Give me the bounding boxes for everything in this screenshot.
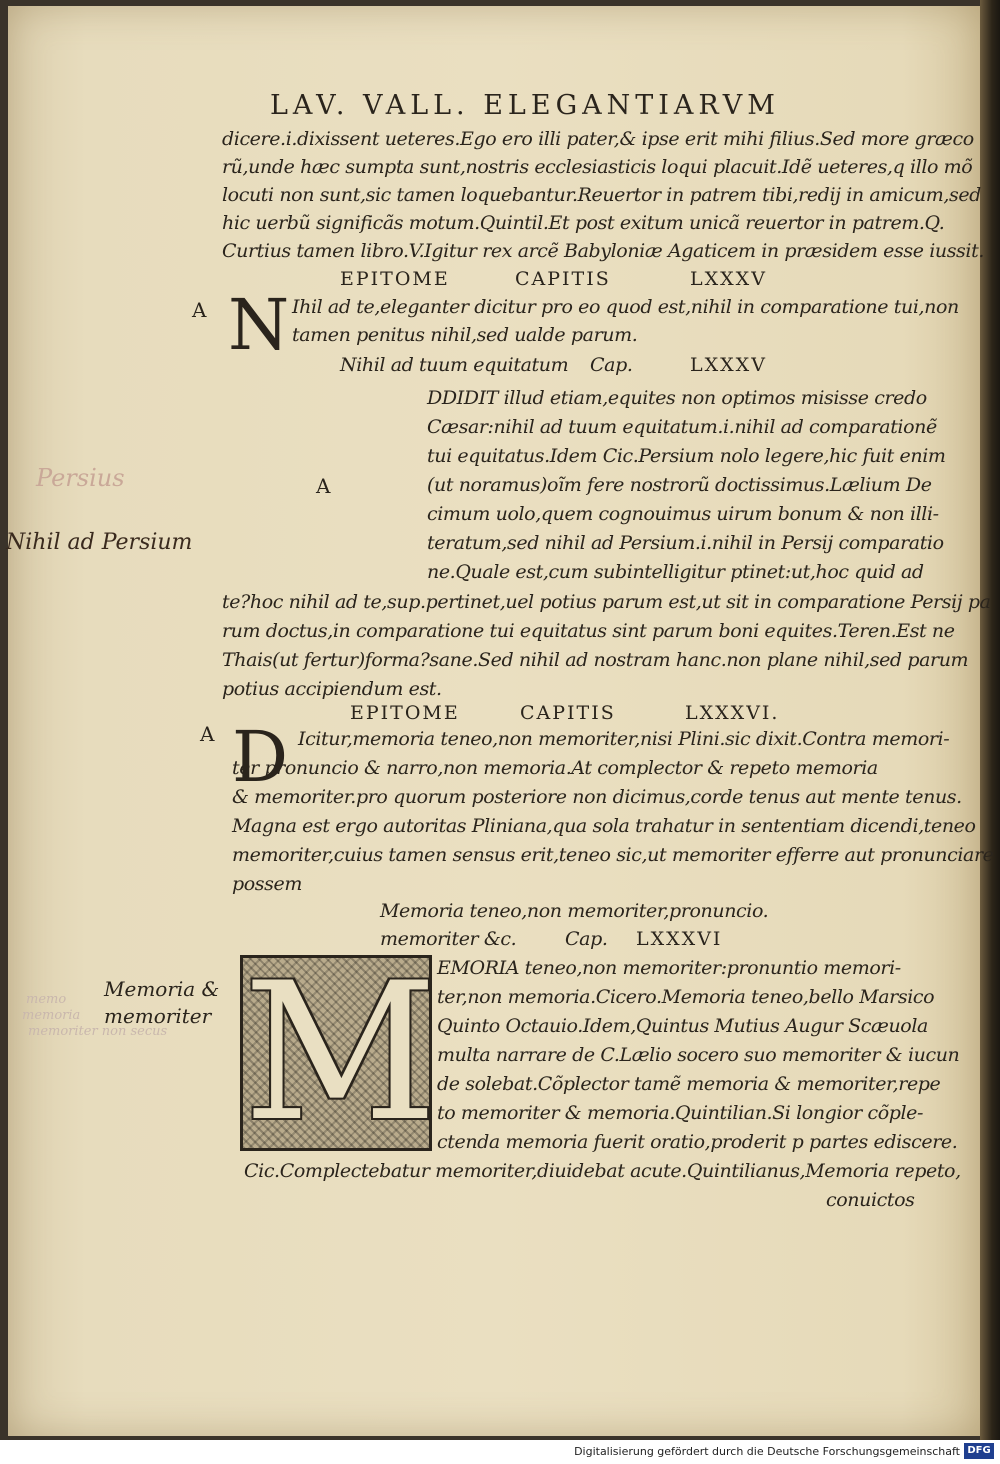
- running-head: LAV. VALL. ELEGANTIARVM: [270, 90, 780, 121]
- text-line: memoriter,cuius tamen sensus erit,teneo sic,ut memoriter efferre aut pronunciare: [232, 844, 994, 866]
- text-line: (ut noramus)oĩm fere nostrorũ doctissimus.Lælium De: [427, 474, 932, 496]
- text-line: Curtius tamen libro.V.Igitur rex arcẽ Babyloniæ Agaticem in præsidem esse iussit.: [222, 240, 984, 262]
- text-line: te?hoc nihil ad te,sup.pertinet,uel potius parum est,ut sit in comparatione Persij pa: [222, 591, 991, 613]
- text-line: ter,non memoria.Cicero.Memoria teneo,bello Marsico: [437, 986, 935, 1008]
- epitome-heading-word: EPITOME: [350, 702, 460, 724]
- section-marker: A: [200, 722, 215, 746]
- drop-initial: N: [228, 284, 290, 366]
- text-line: Cic.Complectebatur memoriter,diuidebat acute.Quintilianus,Memoria repeto,: [244, 1160, 961, 1182]
- chapter-number: LXXXV: [690, 354, 767, 376]
- ornate-initial-letter: M: [243, 942, 438, 1163]
- handwritten-annotation: memo: [26, 992, 67, 1007]
- chapter-cap-label: Cap.: [590, 354, 633, 376]
- text-line: EMORIA teneo,non memoriter:pronuntio memori-: [437, 957, 901, 979]
- text-line: tamen penitus nihil,sed ualde parum.: [292, 324, 638, 346]
- chapter-number: LXXXVI: [636, 928, 723, 950]
- text-line: Icitur,memoria teneo,non memoriter,nisi Plini.sic dixit.Contra memori-: [298, 728, 950, 750]
- text-line: multa narrare de C.Lælio socero suo memoriter & iucun: [437, 1044, 960, 1066]
- text-line: Quinto Octauio.Idem,Quintus Mutius Augur Scæuola: [437, 1015, 928, 1037]
- dfg-logo: DFG: [964, 1443, 994, 1459]
- text-line: hic uerbũ significãs motum.Quintil.Et post exitum unicã reuertor in patrem.Q.: [222, 212, 945, 234]
- handwritten-annotation: memoria: [22, 1008, 81, 1023]
- text-line: to memoriter & memoria.Quintilian.Si longior cõple-: [437, 1102, 924, 1124]
- drop-initial: D: [232, 716, 289, 798]
- chapter-title: Nihil ad tuum equitatum: [340, 354, 569, 376]
- ornate-initial: [240, 942, 438, 1163]
- funding-credit: Digitalisierung gefördert durch die Deutsche Forschungsgemeinschaft: [574, 1445, 960, 1458]
- margin-note: Memoria &: [104, 977, 220, 1001]
- text-line: rum doctus,in comparatione tui equitatus sint parum boni equites.Teren.Est ne: [222, 620, 955, 642]
- handwritten-annotation: Nihil ad Persium: [6, 530, 193, 555]
- epitome-heading-word: EPITOME: [340, 268, 450, 290]
- text-line: cimum uolo,quem cognouimus uirum bonum & non illi-: [427, 503, 939, 525]
- text-line: Thais(ut fertur)forma?sane.Sed nihil ad nostram hanc.non plane nihil,sed parum: [222, 649, 969, 671]
- text-line: Ihil ad te,eleganter dicitur pro eo quod est,nihil in comparatione tui,non: [292, 296, 959, 318]
- margin-note: memoriter: [104, 1004, 212, 1028]
- text-line: Magna est ergo autoritas Pliniana,qua sola trahatur in sententiam dicendi,teneo: [232, 815, 976, 837]
- text-line: possem: [232, 873, 302, 895]
- text-line: Cæsar:nihil ad tuum equitatum.i.nihil ad comparationẽ: [427, 416, 937, 438]
- chapter-cap-label: Cap.: [565, 928, 608, 950]
- section-marker: A: [316, 474, 331, 498]
- epitome-heading-number: LXXXV: [690, 268, 767, 290]
- book-spine: [980, 0, 1000, 1440]
- catchword: conuictos: [826, 1189, 915, 1211]
- text-line: & memoriter.pro quorum posteriore non dicimus,corde tenus aut mente tenus.: [232, 786, 962, 808]
- epitome-heading-word: CAPITIS: [515, 268, 611, 290]
- text-line: ctenda memoria fuerit oratio,proderit p partes ediscere.: [437, 1131, 958, 1153]
- handwritten-annotation: memoriter non secus: [28, 1024, 168, 1039]
- section-marker: A: [192, 298, 207, 322]
- epitome-heading-word: CAPITIS: [520, 702, 616, 724]
- handwritten-annotation: Persius: [36, 464, 125, 492]
- text-line: DDIDIT illud etiam,equites non optimos misisse credo: [427, 387, 927, 409]
- text-line: dicere.i.dixissent ueteres.Ego ero illi pater,& ipse erit mihi filius.Sed more græco: [222, 128, 974, 150]
- text-line: rũ,unde hæc sumpta sunt,nostris ecclesiasticis loqui placuit.Idẽ ueteres,q illo mõ: [222, 156, 973, 178]
- text-line: de solebat.Cõplector tamẽ memoria & memoriter,repe: [437, 1073, 941, 1095]
- text-line: locuti non sunt,sic tamen loquebantur.Reuertor in patrem tibi,redij in amicum,sed: [222, 184, 981, 206]
- text-line: ter pronuncio & narro,non memoria.At complector & repeto memoria: [232, 757, 878, 779]
- text-line: ne.Quale est,cum subintelligitur ptinet:ut,hoc quid ad: [427, 561, 924, 583]
- text-line: teratum,sed nihil ad Persium.i.nihil in Persij comparatio: [427, 532, 944, 554]
- footer-bar: [0, 1440, 1000, 1464]
- chapter-title: Memoria teneo,non memoriter,pronuncio.: [380, 900, 769, 922]
- epitome-heading-number: LXXXVI.: [685, 702, 780, 724]
- text-line: tui equitatus.Idem Cic.Persium nolo legere,hic fuit enim: [427, 445, 946, 467]
- text-line: potius accipiendum est.: [222, 678, 442, 700]
- chapter-title: memoriter &c.: [380, 928, 517, 950]
